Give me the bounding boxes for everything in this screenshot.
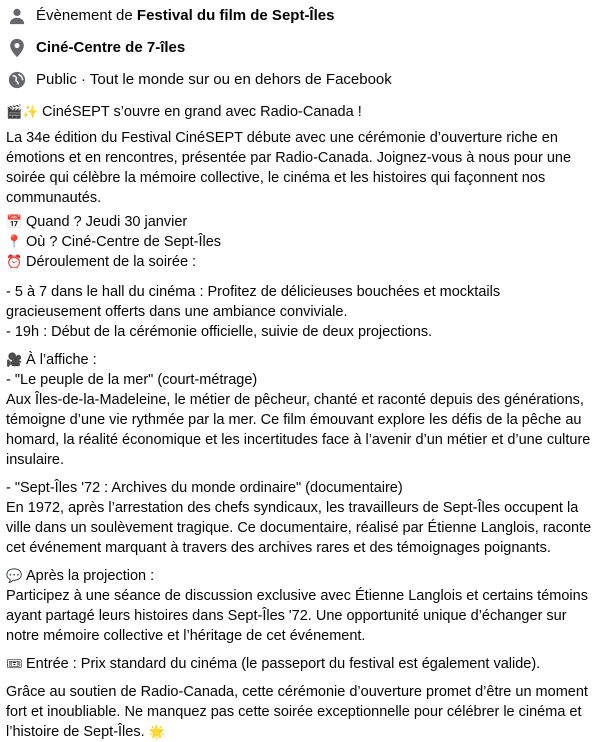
pushpin-icon: 📍 (6, 234, 23, 249)
film1-title: - "Le peuple de la mer" (court-métrage) (6, 372, 258, 388)
globe-icon (7, 70, 27, 90)
event-name-link[interactable]: Festival du film de Sept-Îles (136, 7, 335, 24)
film2-description: En 1972, après l’arrestation des chefs syndicaux, les travailleurs de Sept-Îles occupent la ville dans un soulèvement tragique. Ce documentaire, réalisé par Étienne Langlois, raconte cet événement marquant à travers des archives rares et des témoignages poignants. (6, 500, 592, 556)
event-privacy-text: Public · Tout le monde sur ou en dehors de Facebook (36, 71, 392, 88)
location-pin-icon (7, 38, 27, 58)
film2-title: - "Sept-Îles '72 : Archives du monde ordinaire" (documentaire) (6, 480, 403, 496)
closing-paragraph: Grâce au soutien de Radio-Canada, cette cérémonie d’ouverture promet d’être un moment fort et inoubliable. Ne manquez pas cette soirée exceptionnelle pour célébrer le cinéma et l’histoire de Sept-Îles. 🌟 (6, 684, 588, 740)
person-icon (7, 6, 27, 26)
calendar-icon: 📅 (6, 214, 23, 229)
glowing-star-icon: 🌟 (148, 724, 165, 739)
schedule-step-2: - 19h : Début de la cérémonie officielle, suivie de deux projections. (6, 324, 433, 340)
event-location-link[interactable]: Ciné-Centre de 7-îles (36, 39, 186, 56)
sparkles-icon: ✨ (22, 104, 39, 119)
alarm-clock-icon: ⏰ (6, 254, 23, 269)
event-host-row (6, 0, 595, 32)
after-description: Participez à une séance de discussion exclusive avec Étienne Langlois et certains témoins ayant partagé leurs histoires dans Sept-Îles '72. Une opportunité unique d’échanger sur notre mémoire collective et l’héritage de cet événement. (6, 588, 588, 644)
clapper-icon: 🎬 (6, 104, 23, 119)
speech-bubble-icon: 💬 (6, 568, 23, 583)
film1-description: Aux Îles-de-la-Madeleine, le métier de pêcheur, chanté et raconté depuis des générations, témoigne d’une vie rythmée par la mer. Ce film émouvant explore les défis de la pêche au homard, la réalité économique et les incertitudes face à l’avenir d’un métier et d’une culture insulaire. (6, 392, 591, 468)
headline: 🎬✨ CinéSEPT s’ouvre en grand avec Radio-Canada ! (6, 104, 362, 120)
featured-heading: 🎥 À l’affiche : (6, 352, 97, 368)
event-prefix: Évènement de (36, 7, 137, 24)
event-description (6, 102, 595, 742)
where-line: 📍 Où ? Ciné-Centre de Sept-Îles (6, 234, 222, 250)
schedule-heading: ⏰ Déroulement de la soirée : (6, 254, 197, 270)
after-heading: 💬 Après la projection : (6, 568, 155, 584)
event-privacy-row (6, 64, 595, 96)
event-location-row (6, 32, 595, 64)
when-line: 📅 Quand ? Jeudi 30 janvier (6, 214, 188, 230)
ticket-icon: 🎟 (6, 656, 23, 671)
movie-camera-icon: 🎥 (6, 352, 23, 367)
schedule-step-1: - 5 à 7 dans le hall du cinéma : Profitez de délicieuses bouchées et mocktails gracieusement offerts dans une ambiance conviviale. (6, 284, 501, 320)
intro-paragraph: La 34e édition du Festival CinéSEPT débute avec une cérémonie d’ouverture riche en émotions et en rencontres, présentée par Radio-Canada. Joignez-vous à nous pour une soirée qui célèbre la mémoire collective, le cinéma et les histoires qui façonnent nos communautés. (6, 130, 572, 206)
entry-line: 🎟 Entrée : Prix standard du cinéma (le passeport du festival est également valide). (6, 656, 541, 672)
